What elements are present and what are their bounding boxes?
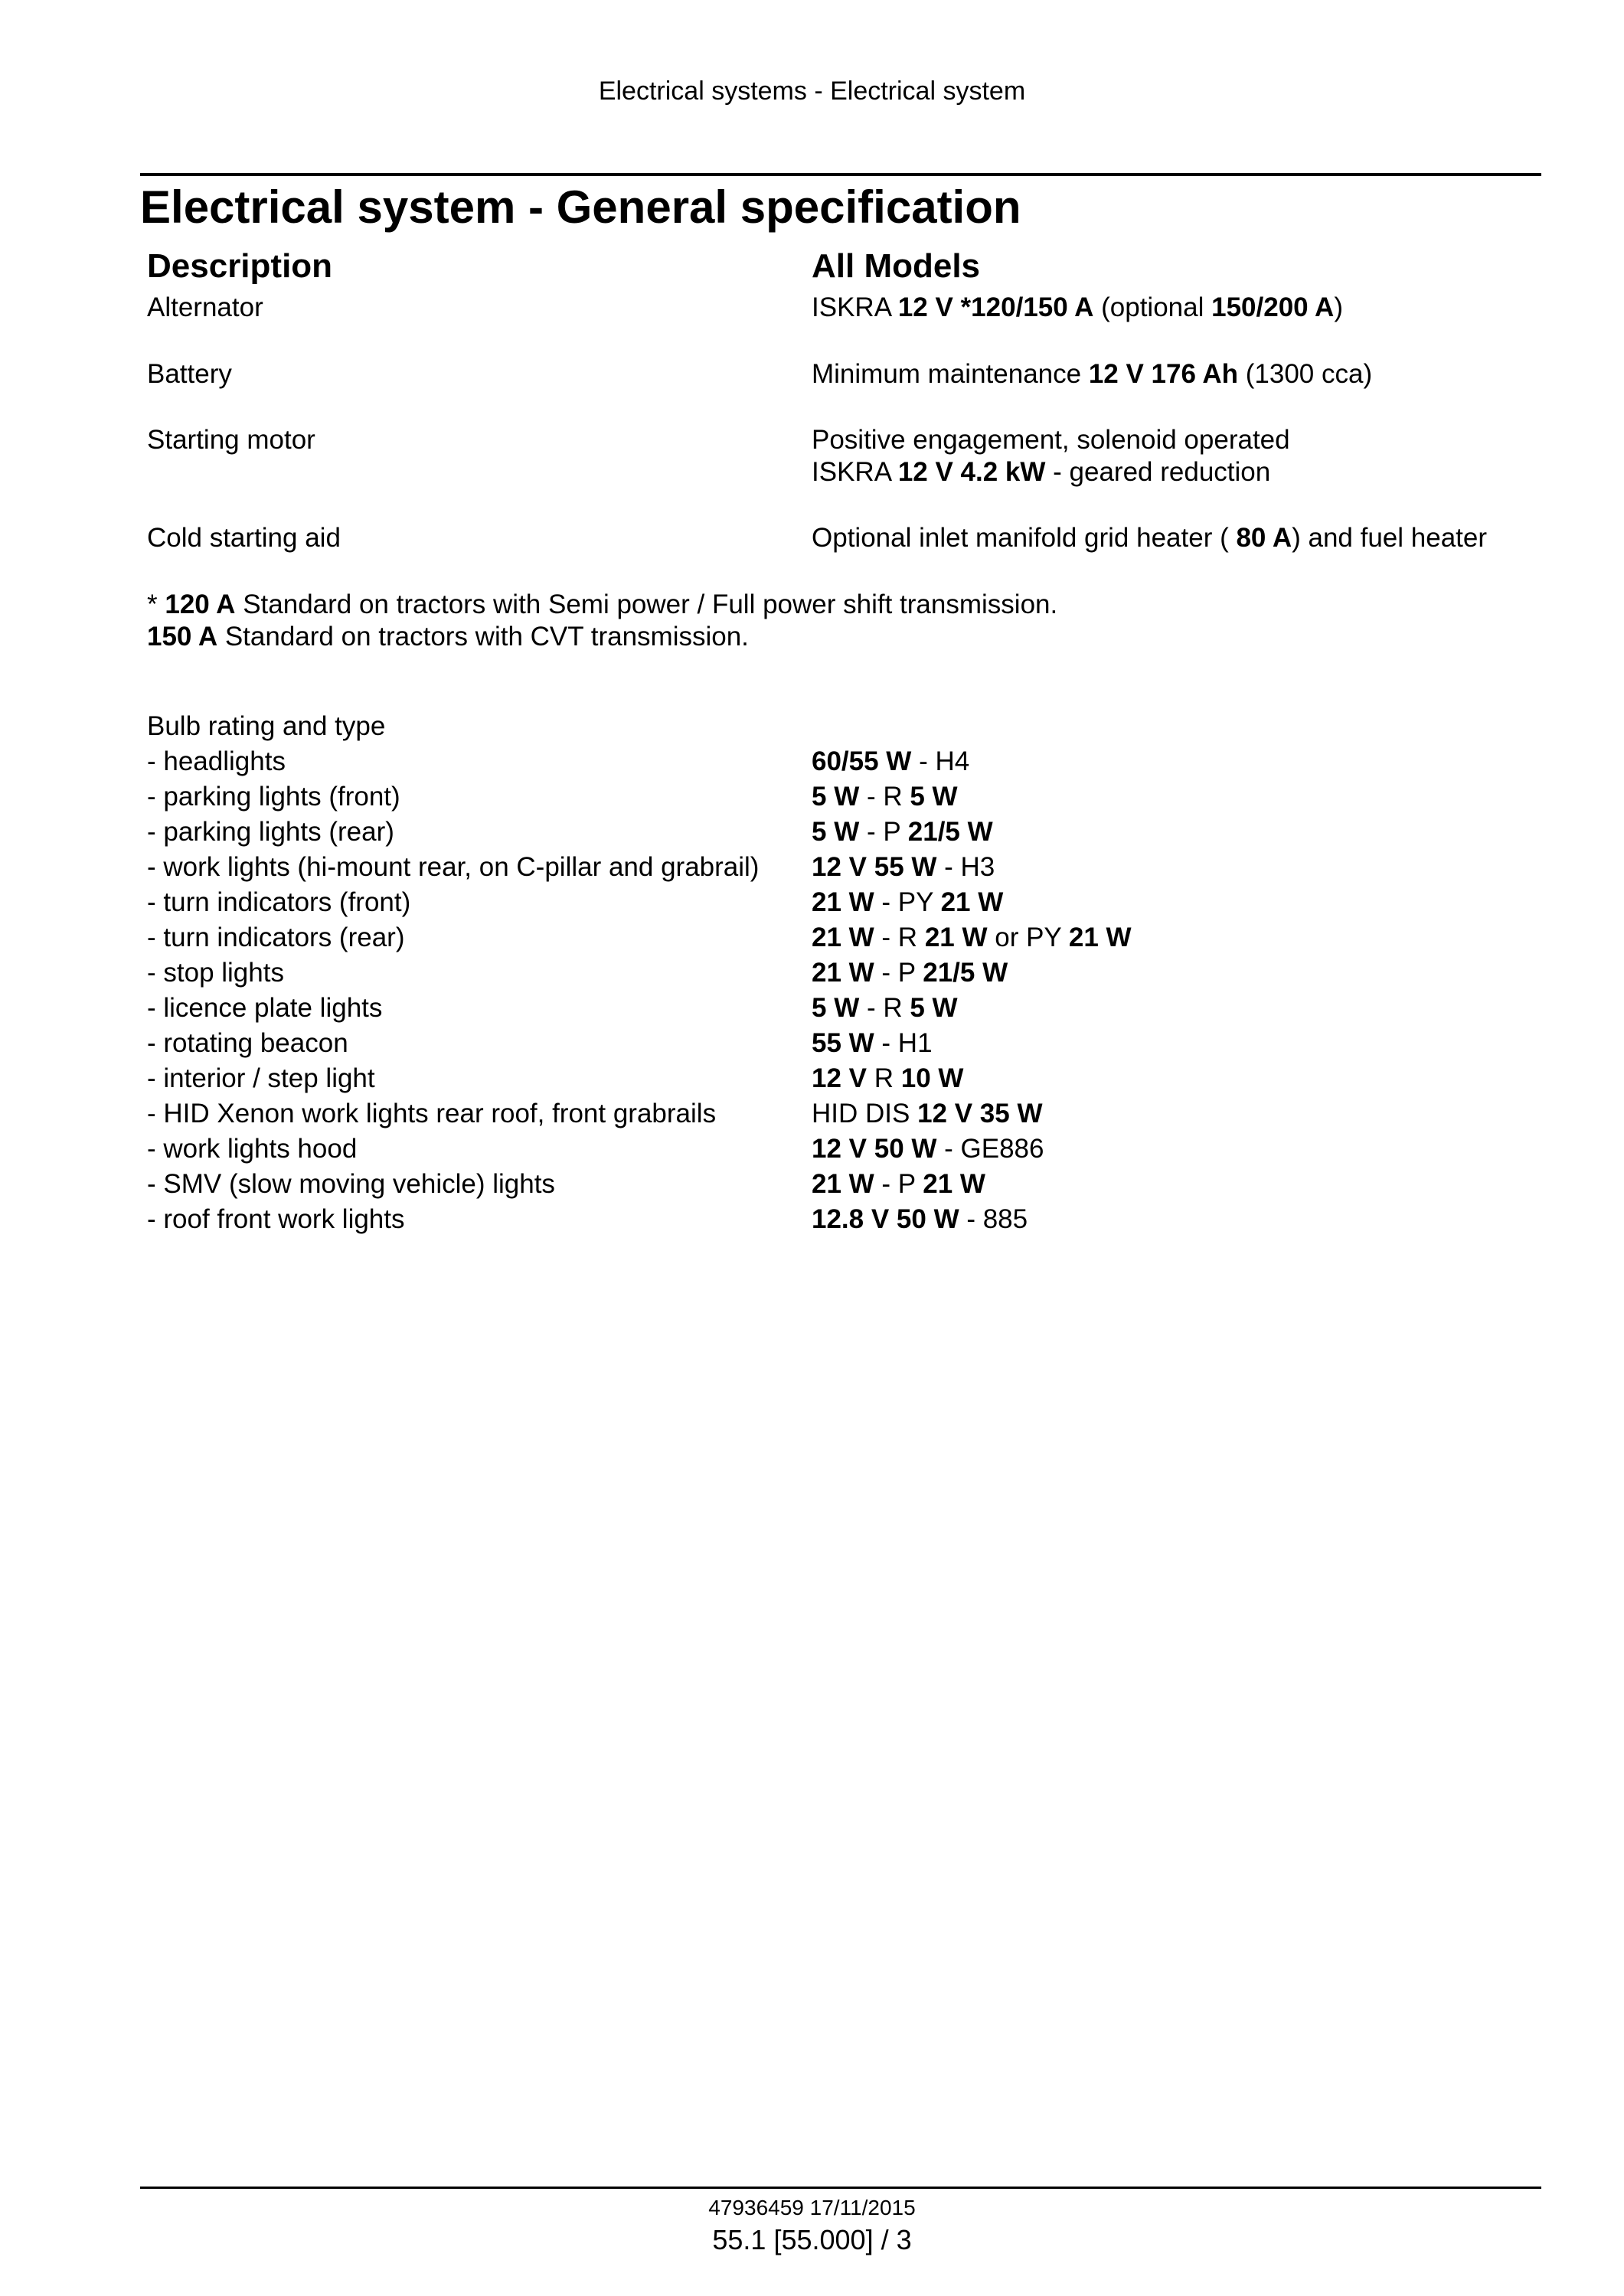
- bulb-label: - stop lights: [147, 958, 284, 988]
- bulb-label: - interior / step light: [147, 1063, 375, 1093]
- spec-label: Battery: [147, 359, 232, 389]
- bulb-rating: 55 W - H1: [812, 1028, 933, 1058]
- bulb-label: - roof front work lights: [147, 1204, 405, 1234]
- bulb-rating: 5 W - P 21/5 W: [812, 817, 993, 847]
- page-title: Electrical system - General specification: [140, 181, 1021, 233]
- spec-value: ISKRA 12 V *120/150 A (optional 150/200 A): [812, 292, 1343, 322]
- running-header: Electrical systems - Electrical system: [598, 77, 1026, 106]
- document-reference: 47936459 17/11/2015: [708, 2196, 916, 2219]
- footnote: 150 A Standard on tractors with CVT transmission.: [147, 622, 749, 652]
- spec-value: ISKRA 12 V 4.2 kW - geared reduction: [812, 457, 1271, 487]
- bulb-rating: 60/55 W - H4: [812, 746, 970, 776]
- description-column-header: Description: [147, 247, 333, 285]
- bulb-rating: 21 W - PY 21 W: [812, 887, 1004, 917]
- page-number: 55.1 [55.000] / 3: [712, 2224, 912, 2255]
- bulb-rating: 21 W - P 21/5 W: [812, 958, 1008, 988]
- bulb-table-heading: Bulb rating and type: [147, 711, 386, 741]
- bulb-rating: 5 W - R 5 W: [812, 782, 958, 812]
- bulb-rating: 21 W - P 21 W: [812, 1169, 985, 1199]
- bulb-label: - parking lights (front): [147, 782, 400, 812]
- footer-rule: [140, 2187, 1541, 2189]
- models-column-header: All Models: [812, 247, 981, 285]
- spec-value: Minimum maintenance 12 V 176 Ah (1300 cca): [812, 359, 1373, 389]
- bulb-label: - turn indicators (front): [147, 887, 411, 917]
- spec-label: Starting motor: [147, 425, 315, 455]
- spec-label: Cold starting aid: [147, 523, 341, 553]
- bulb-label: - turn indicators (rear): [147, 923, 405, 952]
- bulb-label: - parking lights (rear): [147, 817, 394, 847]
- bulb-label: - work lights (hi-mount rear, on C-pillar and grabrail): [147, 852, 760, 882]
- bulb-label: - licence plate lights: [147, 993, 383, 1023]
- header-rule: [140, 173, 1541, 176]
- spec-label: Alternator: [147, 292, 263, 322]
- bulb-rating: 12 V 55 W - H3: [812, 852, 995, 882]
- bulb-rating: 21 W - R 21 W or PY 21 W: [812, 923, 1132, 952]
- bulb-rating: 5 W - R 5 W: [812, 993, 958, 1023]
- bulb-label: - HID Xenon work lights rear roof, front grabrails: [147, 1099, 717, 1128]
- spec-value: Optional inlet manifold grid heater ( 80 A) and fuel heater: [812, 523, 1488, 553]
- bulb-label: - headlights: [147, 746, 286, 776]
- bulb-label: - rotating beacon: [147, 1028, 348, 1058]
- spec-value: Positive engagement, solenoid operated: [812, 425, 1290, 455]
- bulb-rating: 12 V 50 W - GE886: [812, 1134, 1044, 1164]
- footnote: * 120 A Standard on tractors with Semi power / Full power shift transmission.: [147, 590, 1058, 619]
- bulb-label: - SMV (slow moving vehicle) lights: [147, 1169, 555, 1199]
- bulb-label: - work lights hood: [147, 1134, 358, 1164]
- bulb-rating: HID DIS 12 V 35 W: [812, 1099, 1043, 1128]
- bulb-rating: 12.8 V 50 W - 885: [812, 1204, 1028, 1234]
- bulb-rating: 12 V R 10 W: [812, 1063, 964, 1093]
